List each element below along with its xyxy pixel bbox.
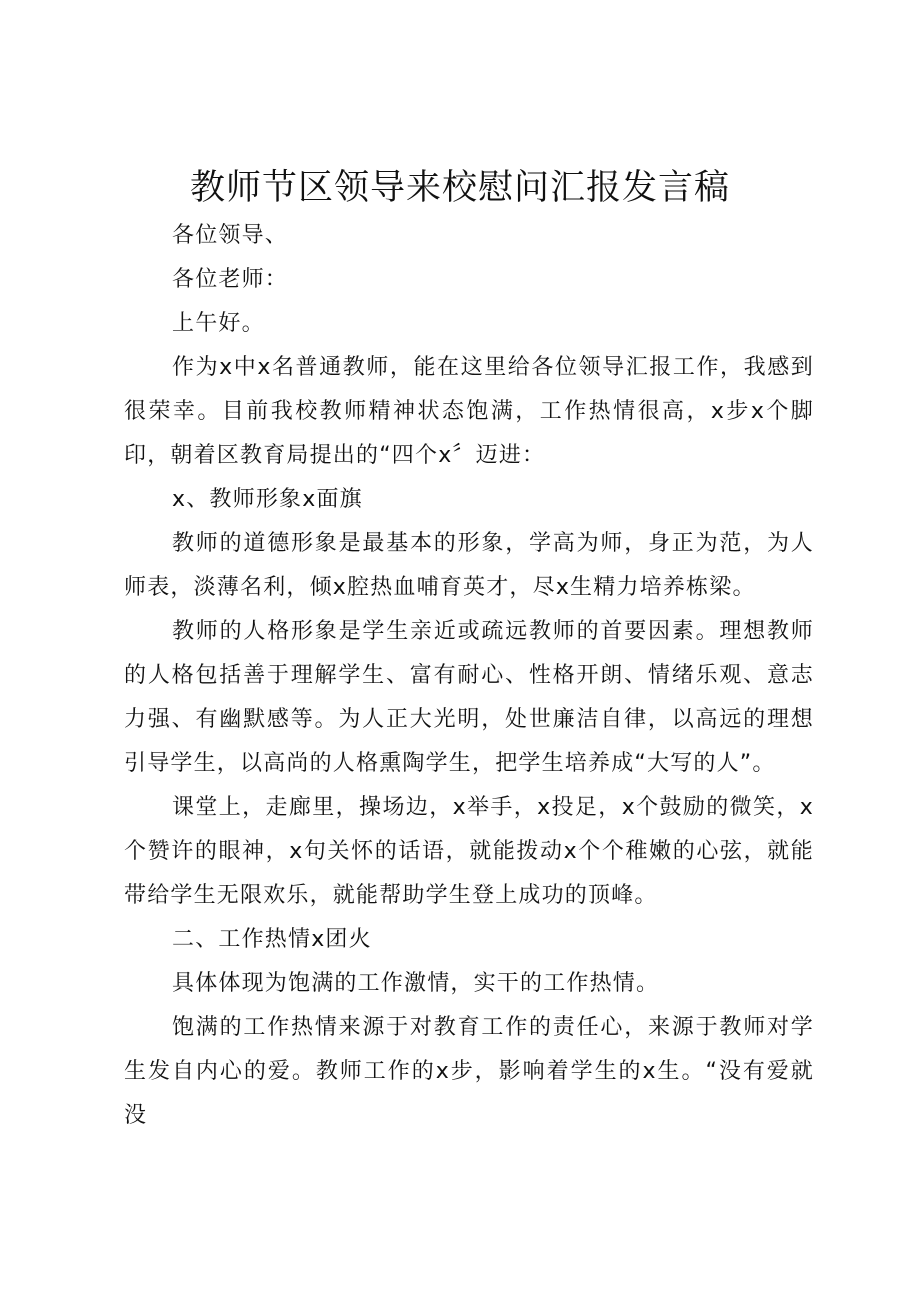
document-title: 教师节区领导来校慰问汇报发言稿 bbox=[189, 168, 730, 208]
section-heading-work-passion: 二、工作热情x团火 bbox=[172, 927, 372, 952]
document-body bbox=[124, 214, 814, 1138]
section-heading-teacher-image: x、教师形象x面旗 bbox=[172, 487, 363, 512]
paragraph-personality-image: 教师的人格形象是学生亲近或疏远教师的首要因素。理想教师的人格包括善于理解学生、富有耐心、性格开朗、情绪乐观、意志力强、有幽默感等。为人正大光明，处世廉洁自律，以高远的理想引导学生，以高尚的人格熏陶学生，把学生培养成“大写的人”。 bbox=[124, 619, 814, 776]
paragraph-intro: 作为x中x名普通教师，能在这里给各位领导汇报工作，我感到很荣幸。目前我校教师精神状态饱满，工作热情很高，x步x个脚印，朝着区教育局提出的“四个x〞迈进： bbox=[124, 355, 814, 468]
paragraph-moral-image: 教师的道德形象是最基本的形象，学高为师，身正为范，为人师表，淡薄名利，倾x腔热血哺育英才，尽x生精力培养栋梁。 bbox=[124, 531, 814, 600]
paragraph-passion-source: 饱满的工作热情来源于对教育工作的责任心，来源于教师对学生发自内心的爱。教师工作的x步，影响着学生的x生。“没有爱就没 bbox=[124, 1015, 814, 1128]
salutation-teachers: 各位老师： bbox=[172, 267, 289, 292]
paragraph-passion-summary: 具体体现为饱满的工作激情，实干的工作热情。 bbox=[172, 971, 660, 996]
salutation-leaders: 各位领导、 bbox=[172, 223, 289, 248]
paragraph-classroom: 课堂上，走廊里，操场边，x举手，x投足，x个鼓励的微笑，x个赞许的眼神，x句关怀的话语，就能拨动x个个稚嫩的心弦，就能带给学生无限欢乐，就能帮助学生登上成功的顶峰。 bbox=[124, 795, 814, 908]
greeting: 上午好。 bbox=[172, 311, 265, 336]
